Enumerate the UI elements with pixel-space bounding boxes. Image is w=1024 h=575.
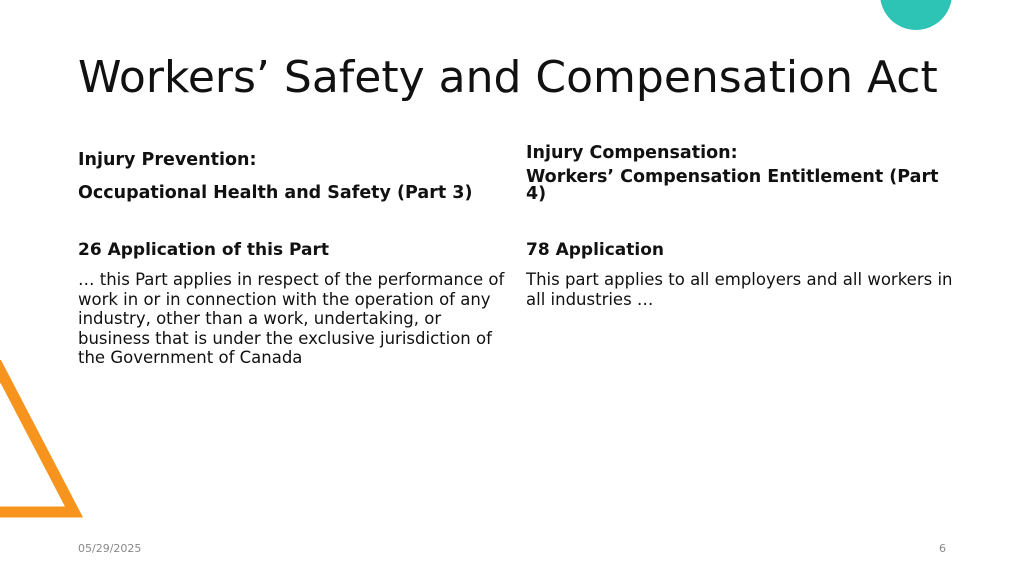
right-heading-compensation-part4: Workers’ Compensation Entitlement (Part 4): [526, 167, 939, 204]
slide-number: 6: [939, 542, 946, 555]
right-section-title: 78 Application: [526, 240, 665, 260]
teal-circle-icon: [880, 0, 952, 30]
left-body-text: … this Part applies in respect of the performance of work in or in connection with the operation of any industry, other than a work, undertaking, or business that is under the exclusive jurisdiction of the Government of Canada: [78, 270, 505, 367]
footer-date: 05/29/2025: [78, 542, 142, 555]
right-body-text: This part applies to all employers and all workers in all industries …: [526, 270, 953, 309]
slide-title: Workers’ Safety and Compensation Act: [78, 52, 938, 103]
orange-triangle-icon: [0, 360, 100, 530]
left-heading-ohs-part3: Occupational Health and Safety (Part 3): [78, 183, 473, 203]
right-heading-injury-compensation: Injury Compensation:: [526, 143, 738, 163]
left-section-title: 26 Application of this Part: [78, 240, 329, 260]
left-heading-injury-prevention: Injury Prevention:: [78, 150, 257, 170]
